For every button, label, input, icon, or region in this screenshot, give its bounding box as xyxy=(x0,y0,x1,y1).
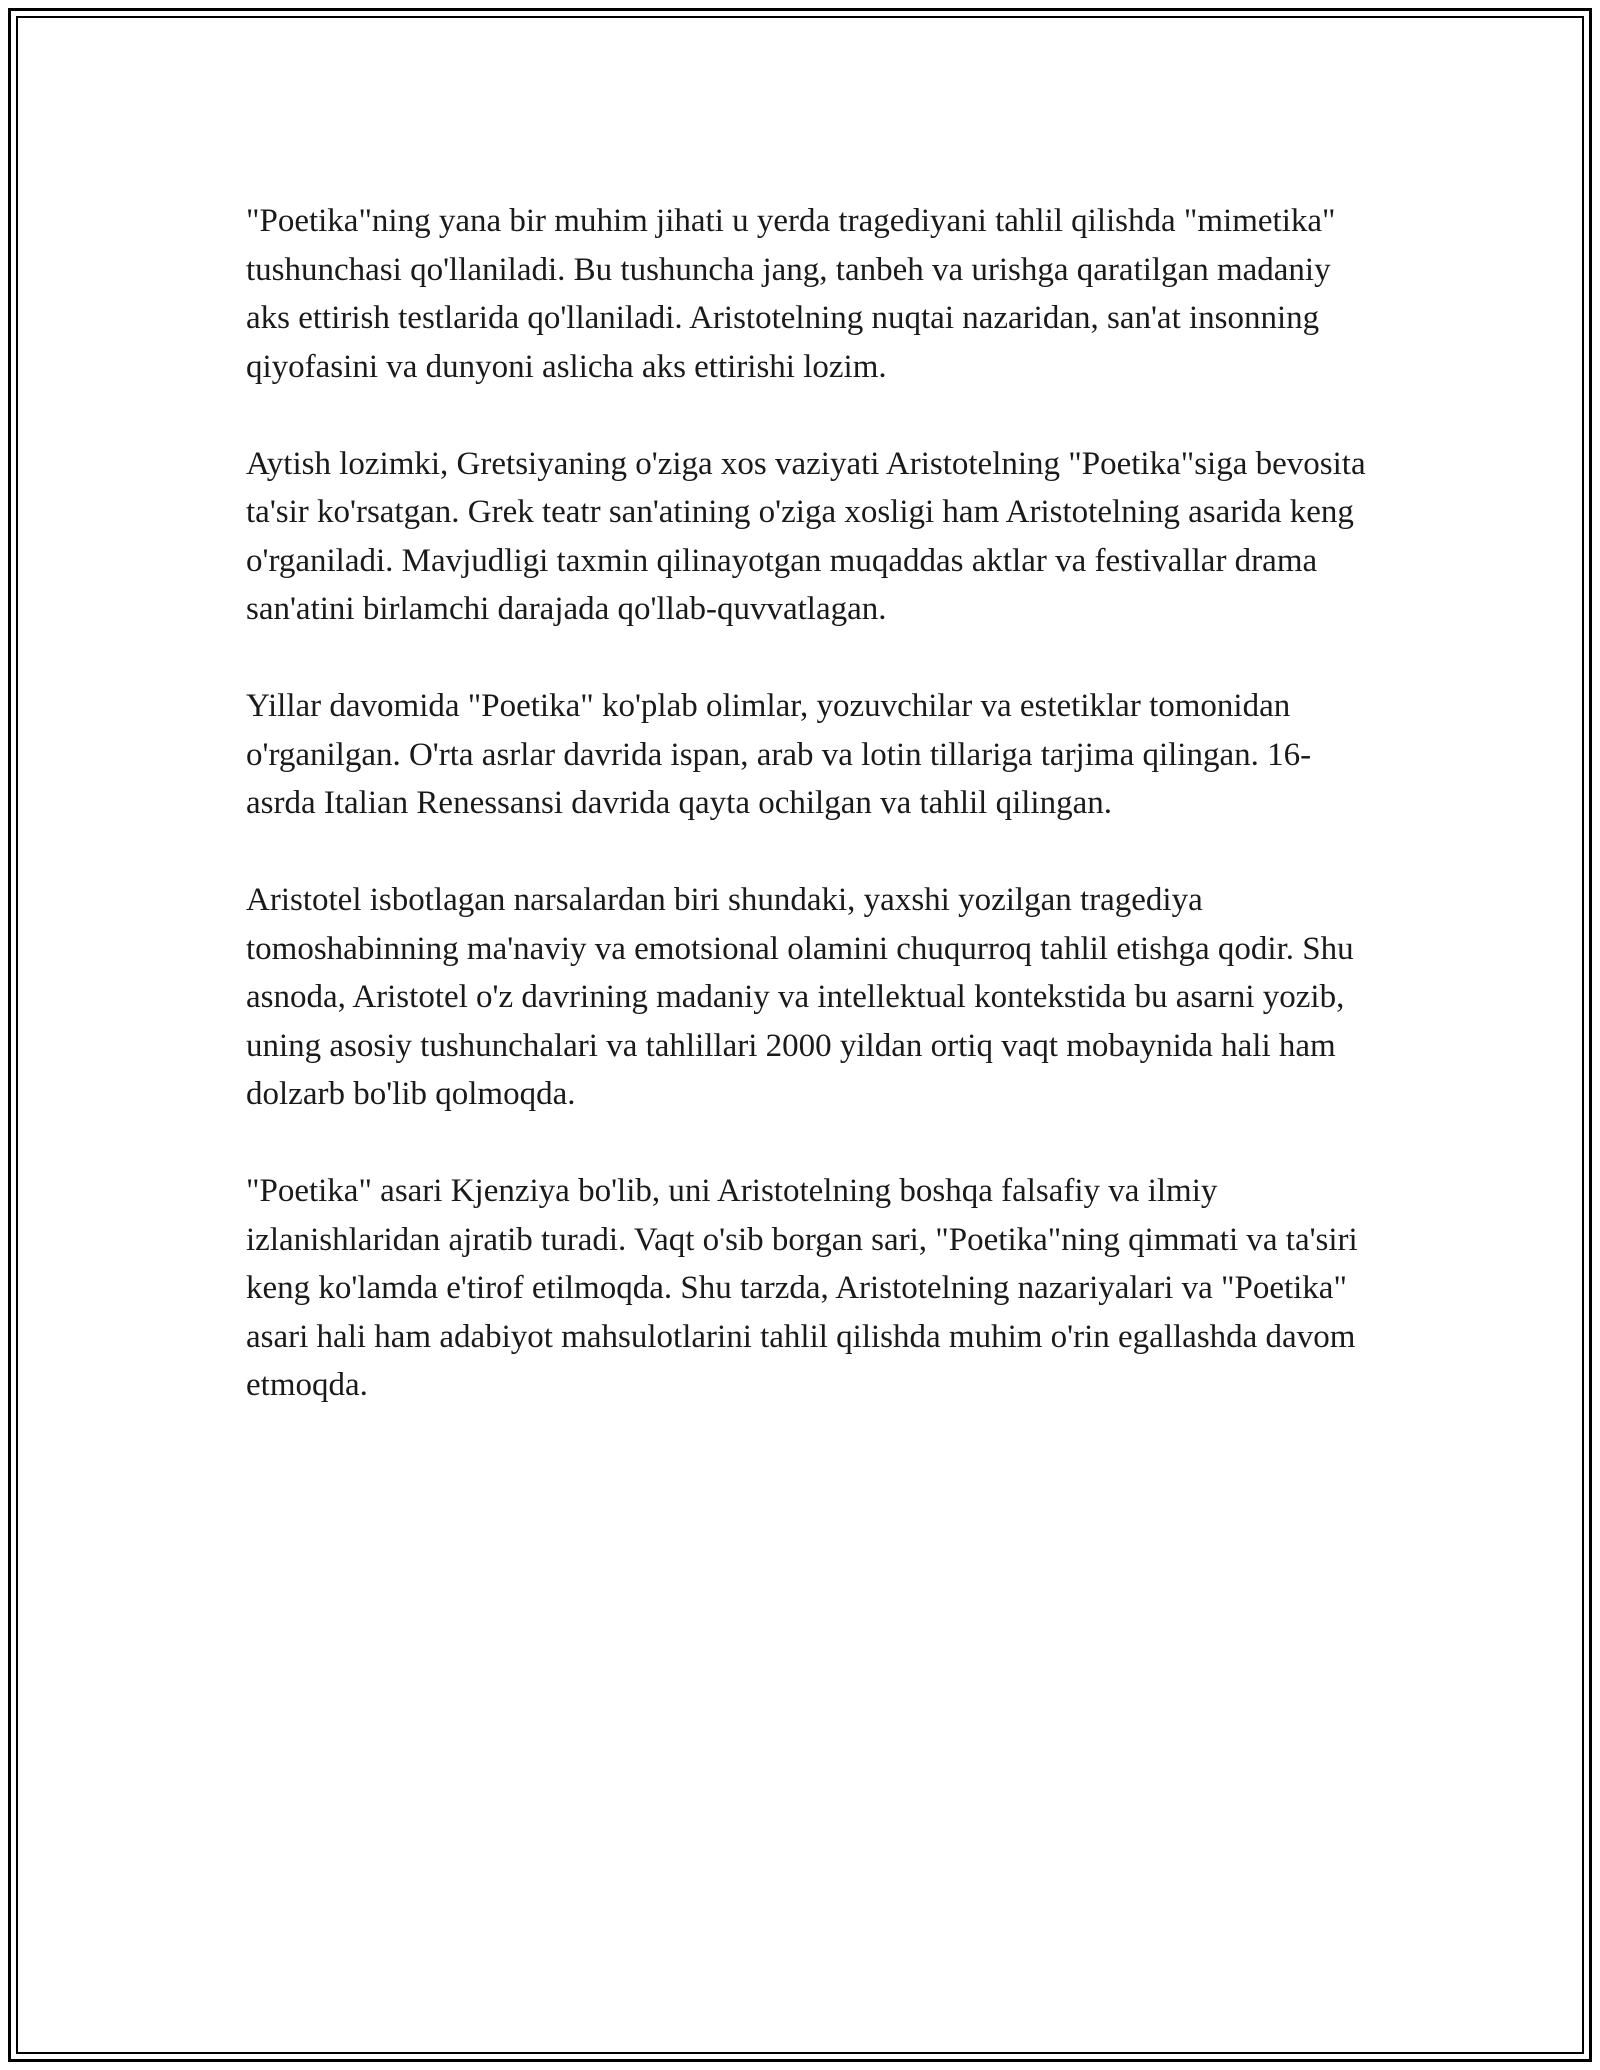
page-frame-outer xyxy=(8,8,1592,2062)
document-body xyxy=(246,197,1376,1458)
paragraph-5: "Poetika" asari Kjenziya bo'lib, uni Aristotelning boshqa falsafiy va ilmiy izlanishlaridan ajratib turadi. Vaqt o'sib borgan sari, "Poetika"ning qimmati va ta'siri keng ko'lamda e'tirof etilmoqda. Shu tarzda, Aristotelning nazariyalari va "Poetika" asari hali ham adabiyot mahsulotlarini tahlil qilishda muhim o'rin egallashda davom etmoqda. xyxy=(246,1173,1358,1403)
paragraph-4: Aristotel isbotlagan narsalardan biri shundaki, yaxshi yozilgan tragediya tomoshabinning ma'naviy va emotsional olamini chuqurroq tahlil etishga qodir. Shu asnoda, Aristotel o'z davrining madaniy va intellektual kontekstida bu asarni yozib, uning asosiy tushunchalari va tahlillari 2000 yildan ortiq vaqt mobaynida hali ham dolzarb bo'lib qolmoqda. xyxy=(246,882,1354,1112)
paragraph-1: "Poetika"ning yana bir muhim jihati u yerda tragediyani tahlil qilishda "mimetika" tushunchasi qo'llaniladi. Bu tushuncha jang, tanbeh va urishga qaratilgan madaniy aks ettirish testlarida qo'llaniladi. Aristotelning nuqtai nazaridan, san'at insonning qiyofasini va dunyoni aslicha aks ettirishi lozim. xyxy=(246,203,1336,385)
paragraph-3: Yillar davomida "Poetika" ko'plab olimlar, yozuvchilar va estetiklar tomonidan o'rganilgan. O'rta asrlar davrida ispan, arab va lotin tillariga tarjima qilingan. 16-asrda Italian Renessansi davrida qayta ochilgan va tahlil qilingan. xyxy=(246,688,1312,821)
paragraph-2: Aytish lozimki, Gretsiyaning o'ziga xos vaziyati Aristotelning "Poetika"siga bevosita ta'sir ko'rsatgan. Grek teatr san'atining o'ziga xosligi ham Aristotelning asarida keng o'rganiladi. Mavjudligi taxmin qilinayotgan muqaddas aktlar va festivallar drama san'atini birlamchi darajada qo'llab-quvvatlagan. xyxy=(246,445,1366,627)
